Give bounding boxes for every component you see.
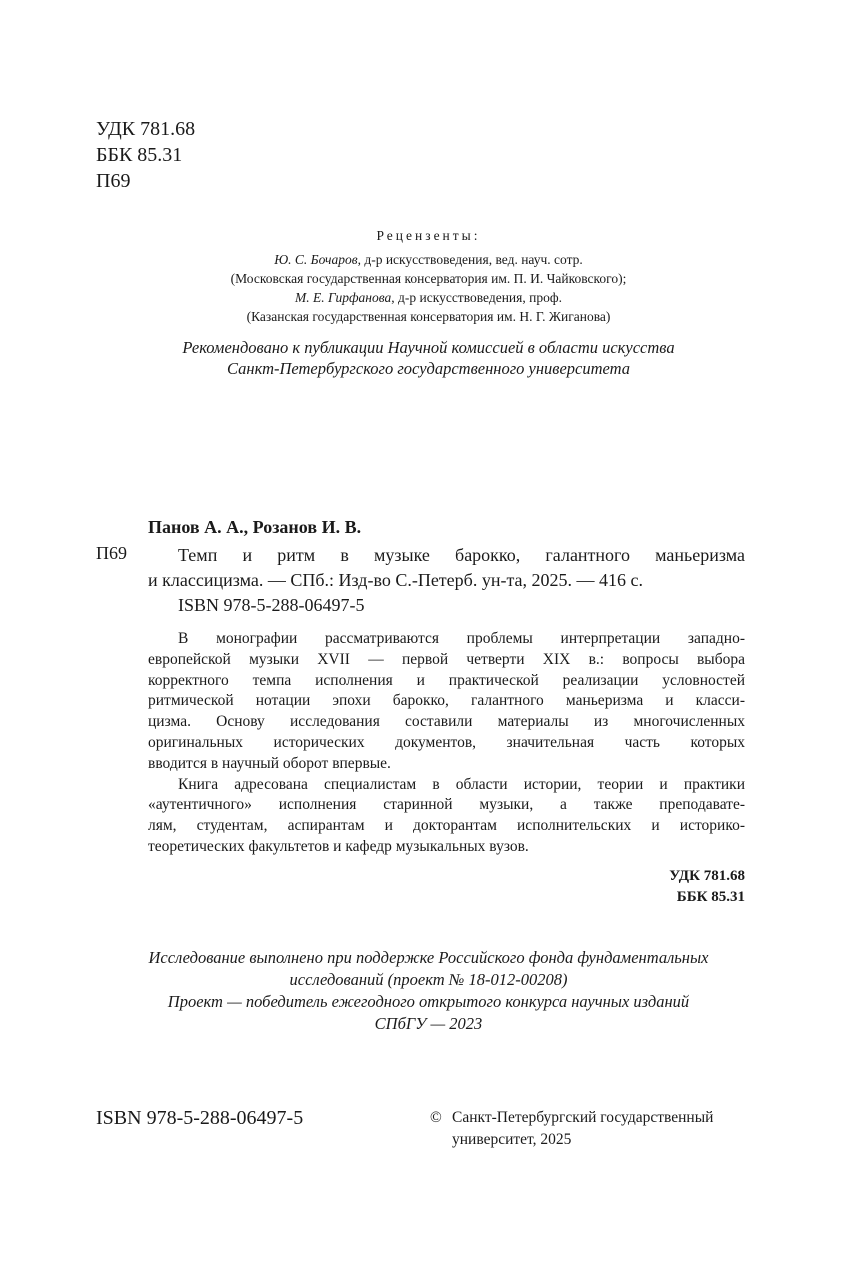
recommendation-line-2: Санкт-Петербургского государственного университета [227, 359, 630, 378]
annotation-line: лям, студентам, аспирантам и докторантам исполнительских и историко- [148, 817, 745, 835]
annotation-paragraph-1 [148, 629, 745, 775]
support-line-3: Проект — победитель ежегодного открытого конкурса научных изданий [167, 992, 690, 1011]
annotation-line: Книга адресована специалистам в области истории, теории и практики [178, 775, 745, 793]
reviewers-heading: Рецензенты: [376, 228, 481, 243]
annotation-line: ритмической нотации эпохи барокко, галантного маньеризма и класси- [148, 692, 745, 710]
annotation-paragraph-2 [148, 775, 745, 858]
support-line-1: Исследование выполнено при поддержке Российского фонда фундаментальных [148, 948, 709, 967]
authors-heading: Панов А. А., Розанов И. В. [148, 517, 362, 537]
support-line-4: СПбГУ — 2023 [374, 1014, 483, 1033]
annotation-line: оригинальных исторических документов, значительная часть которых [148, 733, 745, 751]
copyright-icon: © [430, 1109, 442, 1126]
bbk-code-right: ББК 85.31 [676, 889, 745, 905]
bib-title-line-2: и классицизма. — СПб.: Изд-во С.-Петерб. ун-та, 2025. — 416 с. [148, 570, 644, 590]
support-line-2: исследований (проект № 18-012-00208) [289, 970, 568, 989]
bib-title-line-1: Темп и ритм в музыке барокко, галантного маньеризма [178, 545, 745, 565]
reviewer-1-name: Ю. С. Бочаров [274, 252, 358, 267]
bibliographic-description [148, 543, 745, 618]
reviewer-2-name: М. Е. Гирфанова [295, 290, 392, 305]
annotation-line: теоретических факультетов и кафедр музыкальных вузов. [148, 837, 529, 855]
annotation-line: цизма. Основу исследования составили материалы из многочисленных [148, 713, 745, 731]
reviewer-2 [0, 288, 857, 307]
annotation-line: вводится в научный оборот впервые. [148, 754, 391, 772]
shelf-mark: П69 [96, 543, 127, 563]
grant-support [0, 947, 857, 1035]
bbk-code: ББК 85.31 [96, 144, 183, 166]
udk-code-right: УДК 781.68 [669, 868, 745, 884]
reviewer-1 [0, 250, 857, 269]
annotation-line: корректного темпа исполнения и практической реализации условностей [148, 671, 745, 689]
classification-codes [96, 116, 195, 194]
copyright-line-2: университет, 2025 [452, 1131, 572, 1148]
annotation-line: европейской музыки XVII — первой четверти XIX в.: вопросы выбора [148, 650, 745, 668]
author-sign: П69 [96, 170, 131, 192]
udk-code: УДК 781.68 [96, 118, 196, 140]
reviewer-2-title: , д-р искусствоведения, проф. [391, 290, 562, 305]
reviewer-2-org: (Казанская государственная консерватория им. Н. Г. Жиганова) [246, 309, 611, 324]
annotation-line: «аутентичного» исполнения старинной музыки, а также преподавате- [148, 796, 745, 814]
annotation-line: В монографии рассматриваются проблемы интерпретации западно- [178, 630, 745, 647]
classification-right [148, 866, 745, 908]
annotation [148, 629, 745, 858]
bib-isbn: ISBN 978-5-288-06497-5 [178, 595, 365, 615]
copyright [430, 1107, 713, 1151]
reviewer-1-org: (Московская государственная консерватория им. П. И. Чайковского); [230, 271, 627, 286]
recommendation-line-1: Рекомендовано к публикации Научной комиссией в области искусства [182, 338, 675, 357]
reviewers-block [0, 250, 857, 326]
recommendation [0, 337, 857, 379]
footer-isbn: ISBN 978-5-288-06497-5 [96, 1107, 304, 1129]
reviewer-1-title: , д-р искусствоведения, вед. науч. сотр. [357, 252, 583, 267]
copyright-line-1: Санкт-Петербургский государственный [452, 1109, 714, 1126]
